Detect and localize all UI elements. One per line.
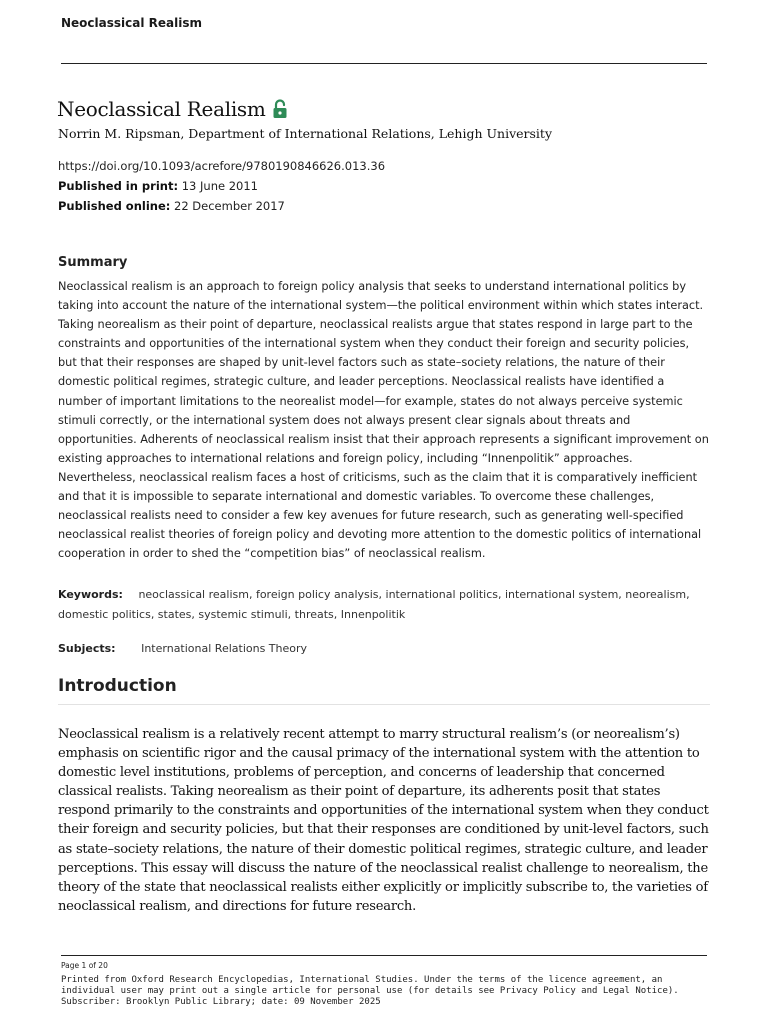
published-print-label: Published in print:	[58, 179, 179, 193]
page-number: Page 1 of 20	[61, 961, 108, 970]
subjects-label: Subjects:	[58, 642, 116, 655]
article-title: Neoclassical Realism	[57, 97, 266, 121]
footer-divider	[61, 955, 707, 956]
article-title-row	[57, 97, 288, 121]
running-head: Neoclassical Realism	[61, 16, 202, 30]
doi-link[interactable]: https://doi.org/10.1093/acrefore/9780190846626.013.36	[58, 159, 386, 173]
print-footer	[61, 975, 711, 1008]
published-online	[58, 199, 285, 213]
published-print-date: 13 June 2011	[181, 179, 258, 193]
subjects-list[interactable]: International Relations Theory	[141, 642, 308, 655]
keywords-list[interactable]: neoclassical realism, foreign policy analysis, international politics, international system, neorealism, domestic politics, states, systemic stimuli, threats, Innenpolitik	[58, 588, 690, 621]
summary-heading: Summary	[58, 255, 128, 270]
header-divider	[61, 63, 707, 64]
keywords	[58, 585, 710, 625]
unlocked-padlock-icon	[272, 99, 288, 119]
introduction-divider	[58, 704, 710, 705]
published-online-label: Published online:	[58, 199, 171, 213]
published-online-date: 22 December 2017	[174, 199, 285, 213]
subjects	[58, 642, 307, 655]
summary-text: Neoclassical realism is an approach to foreign policy analysis that seeks to understand international politics by taking into account the nature of the international system—the political environment within which states interact. Taking neorealism as their point of departure, neoclassical realists argue that states respond in large part to the constraints and opportunities of the international system when they conduct their foreign and security policies, but that their responses are shaped by unit-level factors such as state–society relations, the nature of their domestic political regimes, strategic culture, and leader perceptions. Neoclassical realists have identified a number of important limitations to the neorealist model—for example, states do not always perceive systemic stimuli correctly, or the international system does not always present clear signals about threats and opportunities. Adherents of neoclassical realism insist that their approach represents a significant improvement on existing approaches to international relations and foreign policy, including “Innenpolitik” approaches. Nevertheless, neoclassical realism faces a host of criticisms, such as the claim that it is comparatively inefficient and that it is impossible to separate international and domestic variables. To overcome these challenges, neoclassical realists need to consider a few key avenues for future research, such as generating well-specified neoclassical realist theories of foreign policy and devoting more attention to the domestic politics of international cooperation in order to shed the “competition bias” of neoclassical realism.	[58, 280, 709, 561]
footer-licence-notice: Printed from Oxford Research Encyclopedias, International Studies. Under the terms of the licence agreement, an individual user may print out a single article for personal use (for details see Privacy Policy and Legal Notice).	[61, 975, 679, 996]
introduction-heading: Introduction	[58, 676, 177, 696]
author-affiliation: Norrin M. Ripsman, Department of International Relations, Lehigh University	[58, 126, 553, 141]
footer-subscriber: Subscriber: Brooklyn Public Library; date: 09 November 2025	[61, 997, 381, 1007]
keywords-label: Keywords:	[58, 588, 123, 601]
published-print	[58, 179, 258, 193]
introduction-text: Neoclassical realism is a relatively recent attempt to marry structural realism’s (or neorealism’s) emphasis on scientific rigor and the causal primacy of the international system with the attention to domestic level institutions, problems of perception, and concerns of leadership that concerned classical realists. Taking neorealism as their point of departure, its adherents posit that states respond primarily to the constraints and opportunities of the international system when they conduct their foreign and security policies, but that their responses are conditioned by unit-level factors, such as state–society relations, the nature of their domestic political regimes, strategic culture, and leader perceptions. This essay will discuss the nature of the neoclassical realist challenge to neorealism, the theory of the state that neoclassical realists either explicitly or implicitly subscribe to, the varieties of neoclassical realism, and directions for future research.	[58, 727, 709, 914]
